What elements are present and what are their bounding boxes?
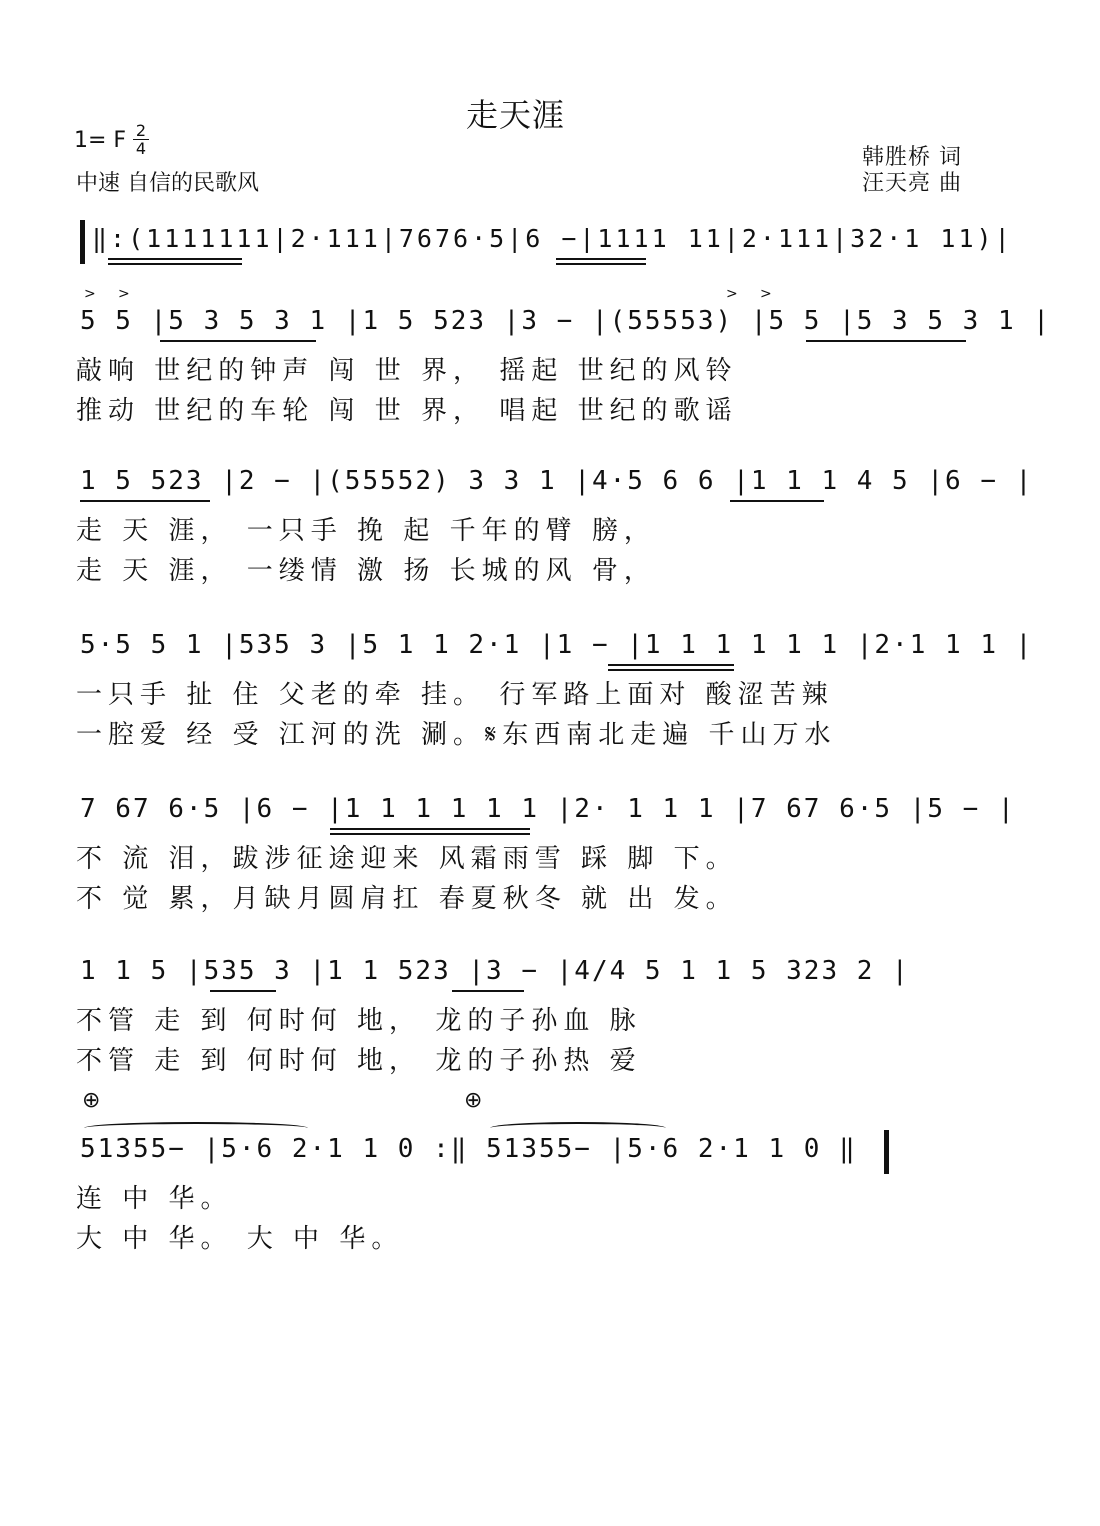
- accent-mark: >: [118, 286, 130, 302]
- time-signature: [133, 122, 149, 157]
- underline: [608, 669, 734, 671]
- tempo-marking: 中速 自信的民歌风: [76, 171, 259, 196]
- final-bar: [884, 1130, 889, 1174]
- lyrics-verse-2: 大 中 华。 大 中 华。: [76, 1224, 404, 1254]
- meter-top: 2: [135, 121, 147, 140]
- underline: [108, 258, 242, 260]
- notes-line: 5·5 5 1 |535 3 |5 1 1 2·1 |1 − |1 1 1 1 1 1 |2·1 1 1 |: [80, 630, 1034, 660]
- lyrics-verse-1: 不管 走 到 何时何 地， 龙的子孙血 脉: [76, 1006, 642, 1036]
- underline: [806, 340, 966, 342]
- accent-mark: >: [726, 286, 738, 302]
- key-signature: 1= F: [74, 128, 127, 153]
- lyrics-verse-2: 不 觉 累，月缺月圆肩扛 春夏秋冬 就 出 发。: [76, 884, 738, 914]
- notes-line: 5 5 |5 3 5 3 1 |1 5 523 |3 − |(55553) |5 5 |5 3 5 3 1 |: [80, 306, 1051, 336]
- song-title: 走天涯: [466, 96, 566, 134]
- notes-line: ‖:(1111111|2·111|7676·5|6 −|1111 11|2·111|32·1 11)|: [92, 224, 1013, 253]
- underline: [608, 664, 734, 666]
- coda-icon: ⊕: [82, 1088, 101, 1113]
- underline: [108, 263, 242, 265]
- lyricist-credit: 韩胜桥 词: [862, 145, 962, 170]
- lyrics-verse-2: 推动 世纪的车轮 闯 世 界， 唱起 世纪的歌谣: [76, 396, 738, 426]
- underline: [730, 500, 824, 502]
- lyrics-verse-2: 不管 走 到 何时何 地， 龙的子孙热 爱: [76, 1046, 642, 1076]
- notes-line: 51355− |5·6 2·1 1 0 :‖ 51355− |5·6 2·1 1 0 ‖: [80, 1134, 857, 1164]
- repeat-start-bar: [80, 220, 85, 264]
- lyrics-verse-1: 连 中 华。: [76, 1184, 233, 1214]
- slur-mark: [490, 1122, 666, 1134]
- notes-line: 1 1 5 |535 3 |1 1 523 |3 − |4/4 5 1 1 5 323 2 |: [80, 956, 910, 986]
- underline: [330, 833, 530, 835]
- lyrics-verse-1: 敲响 世纪的钟声 闯 世 界， 摇起 世纪的风铃: [76, 356, 738, 386]
- slur-mark: [84, 1122, 308, 1134]
- underline: [556, 258, 646, 260]
- lyrics-verse-2: 走 天 涯， 一缕情 激 扬 长城的风 骨，: [76, 556, 656, 586]
- coda-icon: ⊕: [464, 1088, 483, 1113]
- underline: [80, 500, 210, 502]
- accent-mark: >: [84, 286, 96, 302]
- underline: [452, 990, 524, 992]
- underline: [556, 263, 646, 265]
- notes-line: 7 67 6·5 |6 − |1 1 1 1 1 1 |2· 1 1 1 |7 67 6·5 |5 − |: [80, 794, 1016, 824]
- underline: [210, 990, 276, 992]
- notes-line: 1 5 523 |2 − |(55552) 3 3 1 |4·5 6 6 |1 1 1 4 5 |6 − |: [80, 466, 1034, 496]
- lyrics-verse-2: 一腔爱 经 受 江河的洗 涮。𝄋东西南北走遍 千山万水: [76, 720, 837, 750]
- accent-mark: >: [760, 286, 772, 302]
- meter-bottom: 4: [133, 139, 149, 157]
- underline: [160, 340, 316, 342]
- lyrics-verse-1: 一只手 扯 住 父老的牵 挂。 行军路上面对 酸涩苦辣: [76, 680, 834, 710]
- composer-credit: 汪天亮 曲: [862, 171, 962, 196]
- underline: [330, 828, 530, 830]
- lyrics-verse-1: 不 流 泪，跋涉征途迎来 风霜雨雪 踩 脚 下。: [76, 844, 738, 874]
- lyrics-verse-1: 走 天 涯， 一只手 挽 起 千年的臂 膀，: [76, 516, 656, 546]
